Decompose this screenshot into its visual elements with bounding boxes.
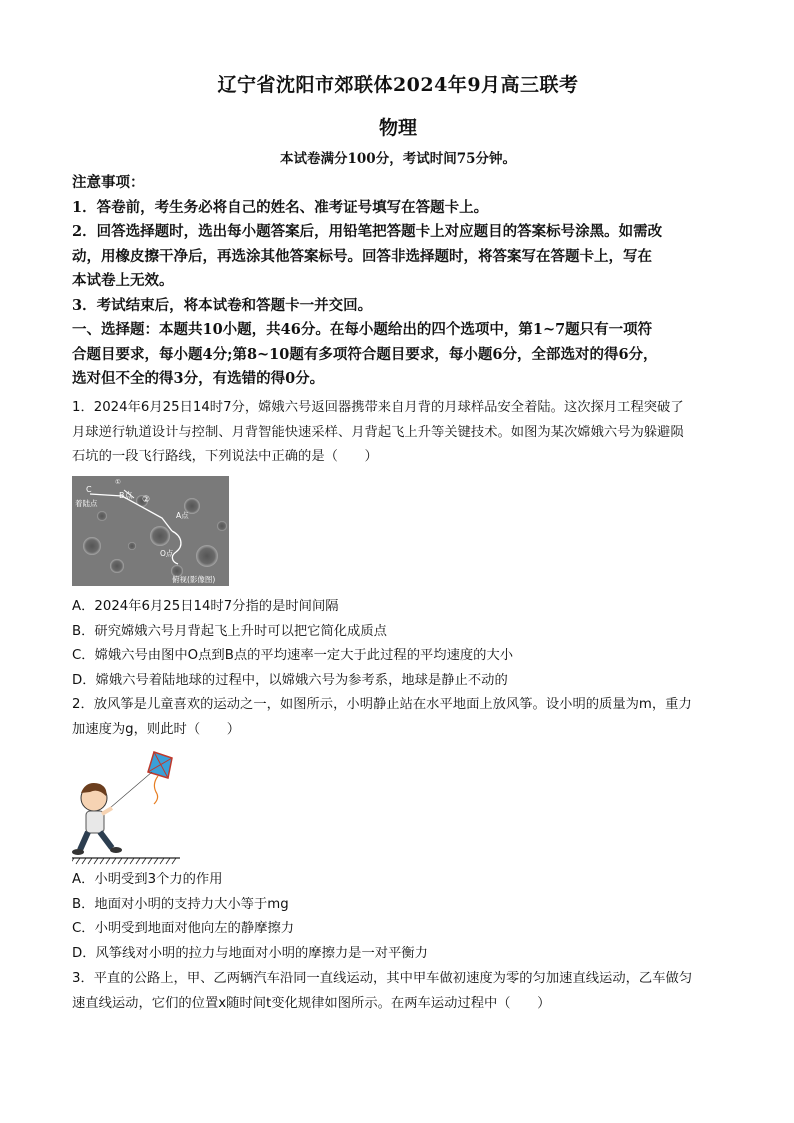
question-line: 加速度为g，则此时（ ） bbox=[72, 721, 241, 737]
label-landing-point: 着陆点 bbox=[75, 499, 98, 508]
exam-title: 辽宁省沈阳市郊联体2024年9月高三联考 bbox=[217, 74, 579, 96]
question-2-stem bbox=[72, 693, 724, 742]
label-top-view: 俯视(影像图) bbox=[172, 575, 216, 584]
moon-surface-image bbox=[72, 476, 229, 586]
option-a: A．2024年6月25日14时7分指的是时间间隔 bbox=[72, 599, 339, 614]
exam-meta: 本试卷满分100分，考试时间75分钟。 bbox=[280, 151, 516, 167]
option-d: D．嫦娥六号着陆地球的过程中，以嫦娥六号为参考系，地球是静止不动的 bbox=[72, 672, 508, 688]
notes-line: 本试卷上无效。 bbox=[72, 272, 174, 289]
question-line: 1．2024年6月25日14时7分，嫦娥六号返回器携带来自月背的月球样品安全着陆。这次探月工程突破了 bbox=[72, 400, 684, 415]
label-path-1: ① bbox=[115, 478, 121, 486]
label-o-point: O点 bbox=[160, 549, 174, 558]
notes-heading: 注意事项： bbox=[72, 174, 145, 191]
section-heading-line: 选对但不全的得3分，有选错的得0分。 bbox=[72, 370, 325, 387]
notes-line: 1．答卷前，考生务必将自己的姓名、准考证号填写在答题卡上。 bbox=[72, 198, 489, 216]
question-line: 石坑的一段飞行路线，下列说法中正确的是（ ） bbox=[72, 449, 378, 464]
question-line: 3．平直的公路上，甲、乙两辆汽车沿同一直线运动，其中甲车做初速度为零的匀加速直线运动，乙车做匀 bbox=[72, 971, 693, 986]
question-1-options bbox=[72, 595, 724, 693]
question-3-stem bbox=[72, 967, 724, 1016]
exam-subject: 物理 bbox=[378, 117, 417, 139]
question-1-stem bbox=[72, 396, 724, 470]
option-c: C．嫦娥六号由图中O点到B点的平均速率一定大于此过程的平均速度的大小 bbox=[72, 648, 514, 663]
question-line: 月球逆行轨道设计与控制、月背智能快速采样、月背起飞上升等关键技术。如图为某次嫦娥六号为躲避陨 bbox=[72, 424, 684, 440]
label-a-point: A点 bbox=[176, 511, 189, 520]
question-line: 速直线运动，它们的位置x随时间t变化规律如图所示。在两车运动过程中（ ） bbox=[72, 995, 551, 1011]
option-b: B．地面对小明的支持力大小等于mg bbox=[72, 896, 289, 912]
label-b-point: B点 bbox=[119, 491, 133, 500]
section-heading-line: 合题目要求，每小题4分;第8~10题有多项符合题目要求，每小题6分，全部选对的得6分， bbox=[72, 345, 658, 363]
question-2-options bbox=[72, 868, 724, 966]
notes-line: 3．考试结束后，将本试卷和答题卡一并交回。 bbox=[72, 296, 373, 314]
notes-section bbox=[72, 171, 724, 392]
option-d: D．风筝线对小明的拉力与地面对小明的摩擦力是一对平衡力 bbox=[72, 945, 428, 961]
question-line: 2．放风筝是儿童喜欢的运动之一，如图所示，小明静止站在水平地面上放风筝。设小明的质量为m，重力 bbox=[72, 697, 692, 712]
section-heading-line: 一、选择题：本题共10小题，共46分。在每小题给出的四个选项中，第1~7题只有一项符 bbox=[72, 321, 653, 338]
notes-line: 动，用橡皮擦干净后，再选涂其他答案标号。回答非选择题时，将答案写在答题卡上，写在 bbox=[72, 247, 652, 265]
notes-line: 2．回答选择题时，选出每小题答案后，用铅笔把答题卡上对应题目的答案标号涂黑。如需改 bbox=[72, 223, 663, 240]
label-path-2: ② bbox=[142, 495, 151, 505]
moon-flight-path-figure bbox=[72, 476, 229, 586]
option-b: B．研究嫦娥六号月背起飞上升时可以把它简化成质点 bbox=[72, 623, 387, 639]
option-a: A．小明受到3个力的作用 bbox=[72, 872, 223, 887]
kite-boy-illustration bbox=[72, 748, 182, 866]
kite-boy-figure bbox=[72, 748, 182, 866]
label-c: C bbox=[86, 485, 92, 494]
option-c: C．小明受到地面对他向左的静摩擦力 bbox=[72, 921, 295, 936]
